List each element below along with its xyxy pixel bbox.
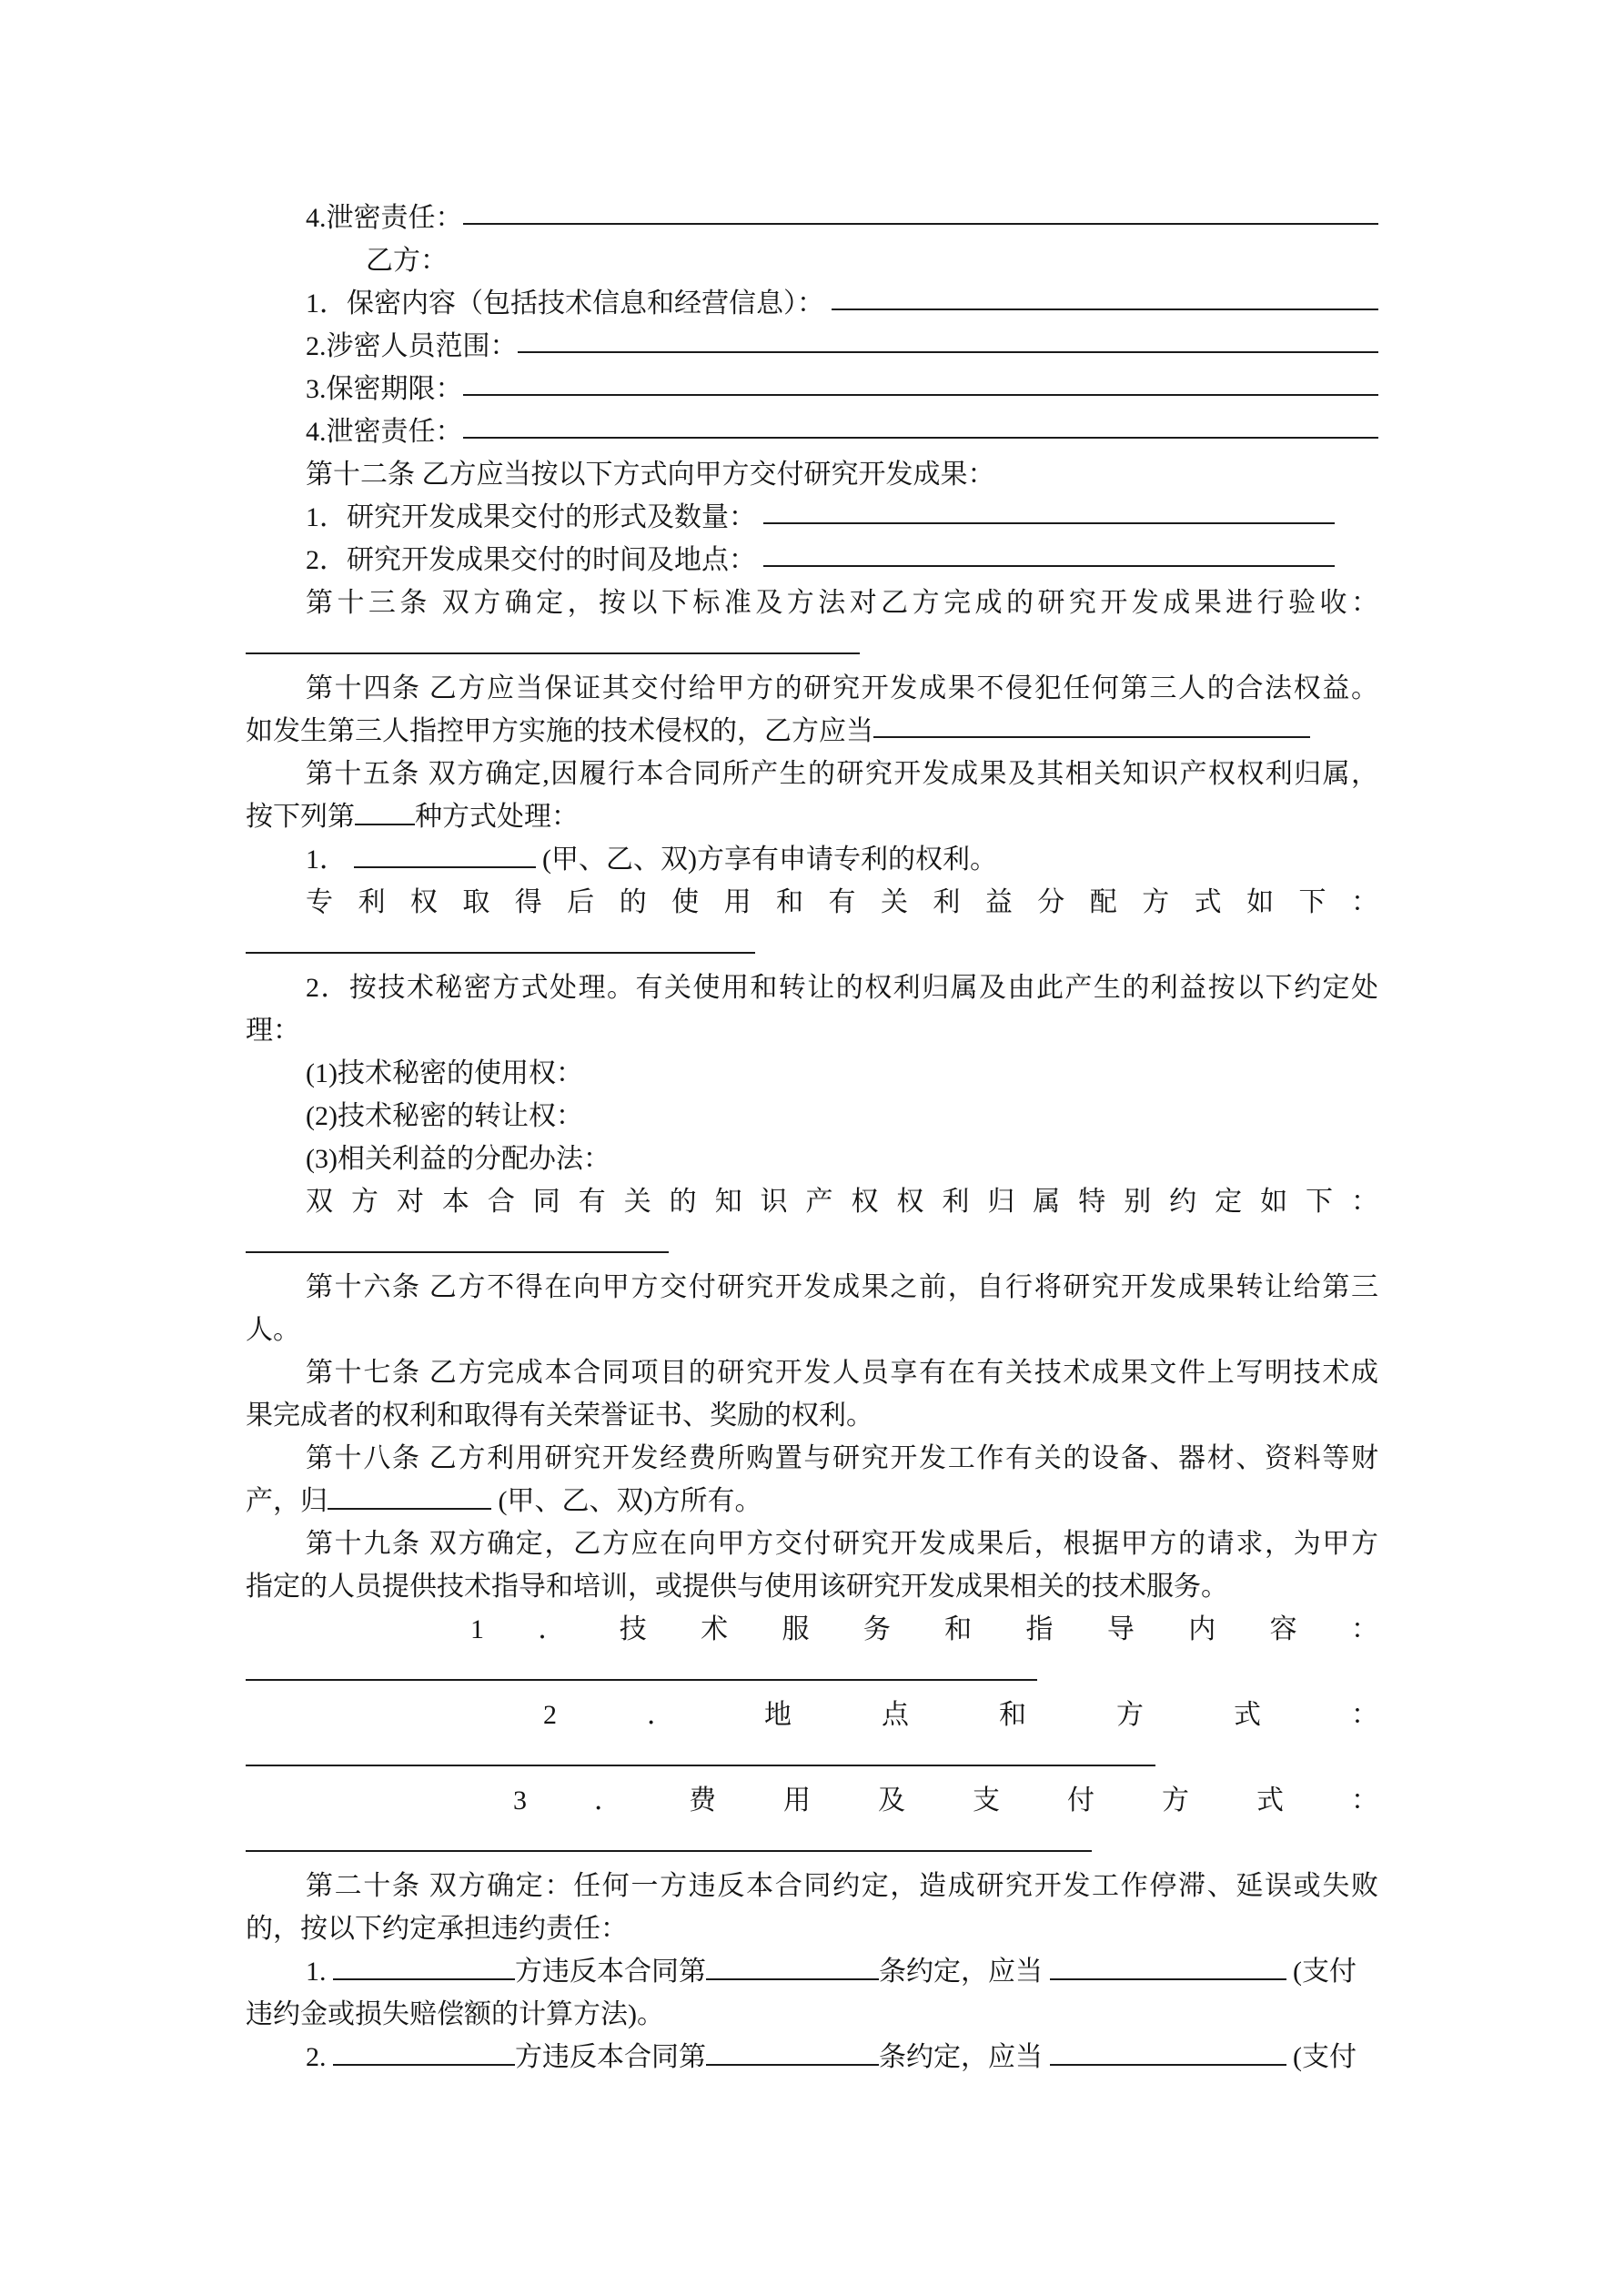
contract-line-35 <box>246 1651 1378 1694</box>
text-run: 第十六条 乙方不得在向甲方交付研究开发成果之前，自行将研究开发成果转让给第三 <box>306 1272 1378 1302</box>
contract-line-31 <box>246 1480 1378 1522</box>
blank-fill-in-field <box>246 1654 1037 1681</box>
contract-line-40 <box>246 1865 1378 1907</box>
text-run: 2．地点和方式： <box>543 1700 1378 1730</box>
blank-fill-in-field <box>246 1226 669 1253</box>
blank-fill-in-field <box>354 841 536 868</box>
contract-line-5 <box>246 368 1378 410</box>
contract-line-7 <box>246 453 1378 496</box>
contract-line-2 <box>246 239 1378 282</box>
text-run: 种方式处理： <box>415 802 579 832</box>
text-run: 第十九条 双方确定，乙方应在向甲方交付研究开发成果后，根据甲方的请求，为甲方 <box>306 1529 1378 1559</box>
text-run: 双方对本合同有关的知识产权权利归属特别约定如下： <box>306 1187 1378 1217</box>
text-run: (支付 <box>1286 1957 1357 1987</box>
contract-line-44 <box>246 2036 1378 2079</box>
text-run: 指定的人员提供技术指导和培训，或提供与使用该研究开发成果相关的技术服务。 <box>246 1572 1228 1602</box>
text-run: (甲、乙、双)方享有申请专利的权利。 <box>535 845 997 875</box>
text-run: (2)技术秘密的转让权： <box>306 1101 583 1131</box>
text-run: 1. <box>306 1957 333 1987</box>
contract-line-34 <box>246 1608 1378 1651</box>
contract-line-1 <box>246 197 1378 239</box>
contract-line-32 <box>246 1522 1378 1565</box>
blank-fill-in-field <box>518 351 1379 353</box>
contract-line-38 <box>246 1779 1378 1822</box>
contract-line-37 <box>246 1736 1378 1779</box>
contract-line-18 <box>246 924 1378 966</box>
text-run: 方违反本合同第 <box>515 2042 706 2072</box>
text-run: 2.涉密人员范围： <box>306 331 518 361</box>
text-run: 如发生第三人指控甲方实施的技术侵权的，乙方应当 <box>246 716 873 746</box>
text-run: 方违反本合同第 <box>515 1957 706 1987</box>
contract-line-24 <box>246 1180 1378 1223</box>
text-run: 按下列第 <box>246 802 355 832</box>
contract-line-27 <box>246 1309 1378 1351</box>
contract-text-body <box>246 197 1378 2079</box>
contract-line-20 <box>246 1009 1378 1052</box>
blank-fill-in-field <box>763 565 1336 567</box>
blank-fill-in-field <box>333 1953 515 1980</box>
blank-fill-in-field <box>463 223 1379 225</box>
contract-line-23 <box>246 1138 1378 1180</box>
text-run: 果完成者的权利和取得有关荣誉证书、奖励的权利。 <box>246 1401 873 1431</box>
contract-line-41 <box>246 1907 1378 1950</box>
text-run: 条约定，应当 <box>879 1957 1050 1987</box>
contract-line-4 <box>246 325 1378 368</box>
text-run: 3.保密期限： <box>306 374 463 404</box>
contract-line-29 <box>246 1394 1378 1437</box>
text-run: 的，按以下约定承担违约责任： <box>246 1914 628 1944</box>
contract-line-13 <box>246 710 1378 753</box>
contract-line-30 <box>246 1437 1378 1480</box>
contract-line-9 <box>246 539 1378 582</box>
contract-line-25 <box>246 1223 1378 1266</box>
blank-fill-in-field <box>873 736 1310 738</box>
text-run: 第十二条 乙方应当按以下方式向甲方交付研究开发成果： <box>306 460 995 490</box>
blank-fill-in-field <box>333 2038 515 2066</box>
blank-fill-in-field <box>246 1825 1092 1852</box>
text-run: 乙方： <box>366 246 448 276</box>
contract-line-22 <box>246 1095 1378 1138</box>
text-run: 2．按技术秘密方式处理。有关使用和转让的权利归属及由此产生的利益按以下约定处 <box>306 973 1378 1003</box>
contract-line-6 <box>246 410 1378 453</box>
contract-line-36 <box>246 1694 1378 1736</box>
blank-fill-in-field <box>1050 1953 1286 1980</box>
blank-fill-in-field <box>463 437 1379 439</box>
text-run: 1． <box>306 845 354 875</box>
text-run: 理： <box>246 1016 300 1046</box>
blank-fill-in-field <box>763 522 1336 524</box>
text-run: (支付 <box>1286 2042 1357 2072</box>
text-run: 产，归 <box>246 1486 328 1516</box>
text-run: (1)技术秘密的使用权： <box>306 1058 583 1088</box>
blank-fill-in-field <box>832 308 1379 310</box>
text-run: (3)相关利益的分配办法： <box>306 1144 610 1174</box>
text-run: 专利权取得后的使用和有关利益分配方式如下： <box>306 887 1378 917</box>
contract-line-39 <box>246 1822 1378 1865</box>
text-run: 1．保密内容（包括技术信息和经营信息）： <box>306 288 832 319</box>
blank-fill-in-field <box>706 1953 879 1980</box>
contract-line-14 <box>246 753 1378 795</box>
text-run: 4.泄密责任： <box>306 417 463 447</box>
contract-line-26 <box>246 1266 1378 1309</box>
contract-line-17 <box>246 881 1378 924</box>
text-run: 第十三条 双方确定，按以下标准及方法对乙方完成的研究开发成果进行验收： <box>306 588 1378 618</box>
contract-line-21 <box>246 1052 1378 1095</box>
contract-line-43 <box>246 1993 1378 2036</box>
blank-fill-in-field <box>355 798 415 825</box>
contract-line-16 <box>246 838 1378 881</box>
contract-line-3 <box>246 282 1378 325</box>
text-run: 条约定，应当 <box>879 2042 1050 2072</box>
blank-fill-in-field <box>246 926 755 954</box>
text-run: 1．研究开发成果交付的形式及数量： <box>306 502 763 532</box>
text-run: (甲、乙、双)方所有。 <box>491 1486 762 1516</box>
blank-fill-in-field <box>328 1482 491 1510</box>
text-run: 违约金或损失赔偿额的计算方法)。 <box>246 1999 664 2029</box>
text-run: 第十五条 双方确定,因履行本合同所产生的研究开发成果及其相关知识产权权利归属， <box>306 759 1378 789</box>
contract-line-8 <box>246 496 1378 539</box>
text-run: 第二十条 双方确定：任何一方违反本合同约定，造成研究开发工作停滞、延误或失败 <box>306 1871 1378 1901</box>
blank-fill-in-field <box>706 2038 879 2066</box>
contract-line-19 <box>246 966 1378 1009</box>
text-run: 第十七条 乙方完成本合同项目的研究开发人员享有在有关技术成果文件上写明技术成 <box>306 1358 1378 1388</box>
text-run: 4.泄密责任： <box>306 203 463 233</box>
text-run: 第十四条 乙方应当保证其交付给甲方的研究开发成果不侵犯任何第三人的合法权益。 <box>306 673 1378 703</box>
contract-line-33 <box>246 1565 1378 1608</box>
text-run: 第十八条 乙方利用研究开发经费所购置与研究开发工作有关的设备、器材、资料等财 <box>306 1443 1378 1473</box>
blank-fill-in-field <box>246 1739 1155 1766</box>
contract-line-10 <box>246 582 1378 624</box>
text-run: 1．技术服务和指导内容： <box>470 1614 1378 1644</box>
blank-fill-in-field <box>463 394 1379 396</box>
contract-line-42 <box>246 1950 1378 1993</box>
contract-line-11 <box>246 624 1378 667</box>
contract-line-12 <box>246 667 1378 710</box>
text-run: 2. <box>306 2042 333 2072</box>
blank-fill-in-field <box>246 627 860 654</box>
blank-fill-in-field <box>1050 2038 1286 2066</box>
text-run: 2．研究开发成果交付的时间及地点： <box>306 545 763 575</box>
text-run: 3．费用及支付方式： <box>513 1785 1378 1816</box>
contract-line-15 <box>246 795 1378 838</box>
text-run: 人。 <box>246 1315 300 1345</box>
contract-line-28 <box>246 1351 1378 1394</box>
